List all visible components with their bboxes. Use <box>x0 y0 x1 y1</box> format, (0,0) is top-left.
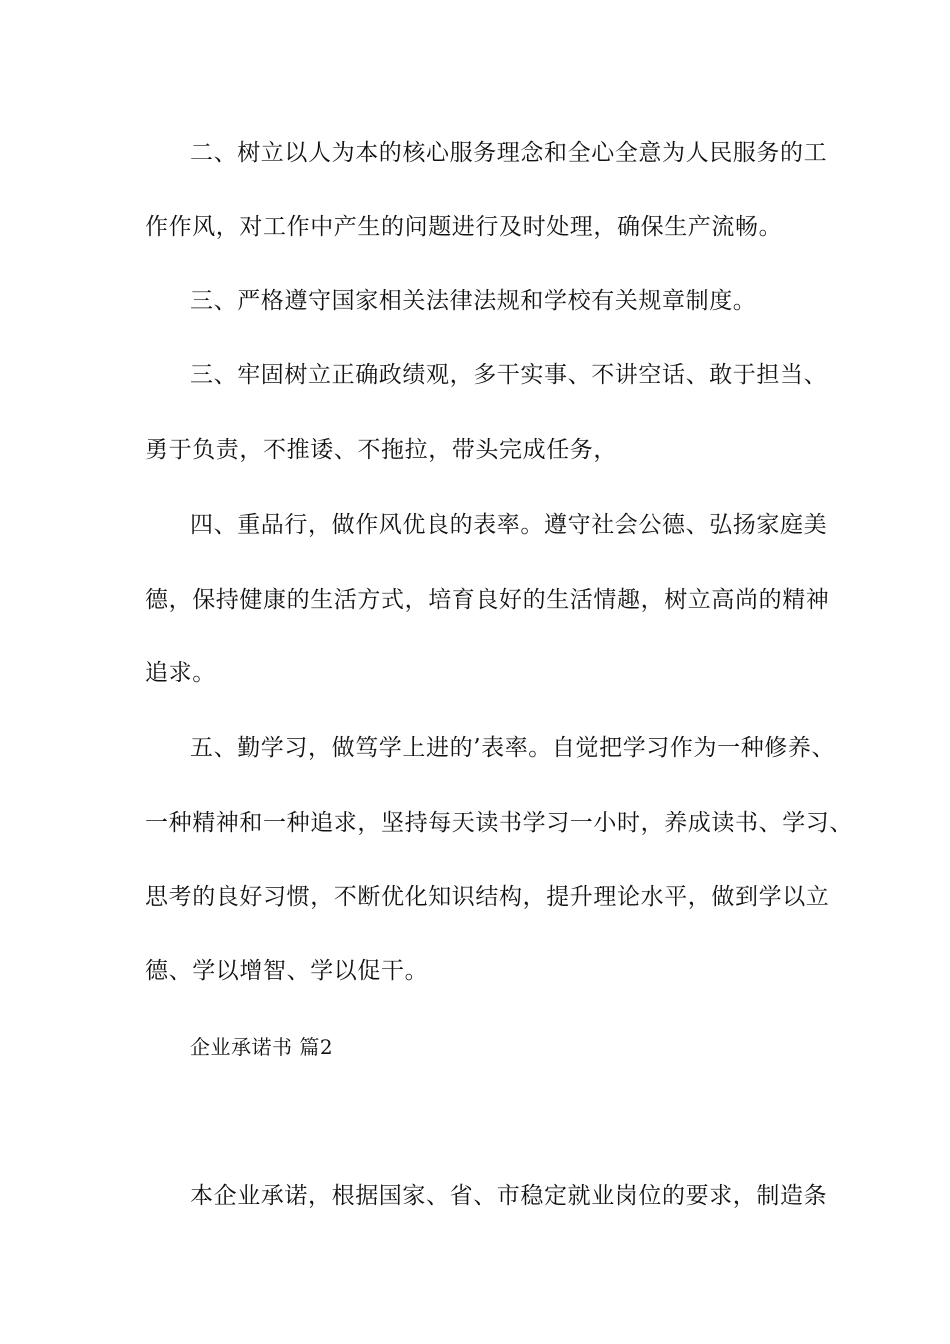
paragraph-line: 德，保持健康的生活方式，培育良好的生活情趣，树立高尚的精神 <box>145 587 830 613</box>
paragraph-line: 四、重品行，做作风优良的表率。遵守社会公德、弘扬家庭美 <box>190 512 828 538</box>
paragraph-line: 思考的良好习惯，不断优化知识结构，提升理论水平，做到学以立 <box>145 884 830 910</box>
paragraph-line: 本企业承诺，根据国家、省、市稳定就业岗位的要求，制造条 <box>190 1183 828 1209</box>
paragraph-line: 追求。 <box>145 660 216 686</box>
paragraph-line: 作作风，对工作中产生的问题进行及时处理，确保生产流畅。 <box>145 214 783 240</box>
paragraph-line: 勇于负责，不推诿、不拖拉，带头完成任务， <box>145 437 617 463</box>
paragraph-line: 德、学以增智、学以促干。 <box>145 958 429 984</box>
paragraph-line: 五、勤学习，做笃学上进的’表率。自觉把学习作为一种修养、 <box>190 735 836 761</box>
paragraph-line: 三、牢固树立正确政绩观，多干实事、不讲空话、敢于担当、 <box>190 362 828 388</box>
section-heading: 企业承诺书 篇2 <box>190 1035 334 1059</box>
paragraph-line: 二、树立以人为本的核心服务理念和全心全意为人民服务的工 <box>190 140 828 166</box>
paragraph-line: 一种精神和一种追求，坚持每天读书学习一小时，养成读书、学习、 <box>145 810 853 836</box>
paragraph-line: 三、严格遵守国家相关法律法规和学校有关规章制度。 <box>190 288 757 314</box>
